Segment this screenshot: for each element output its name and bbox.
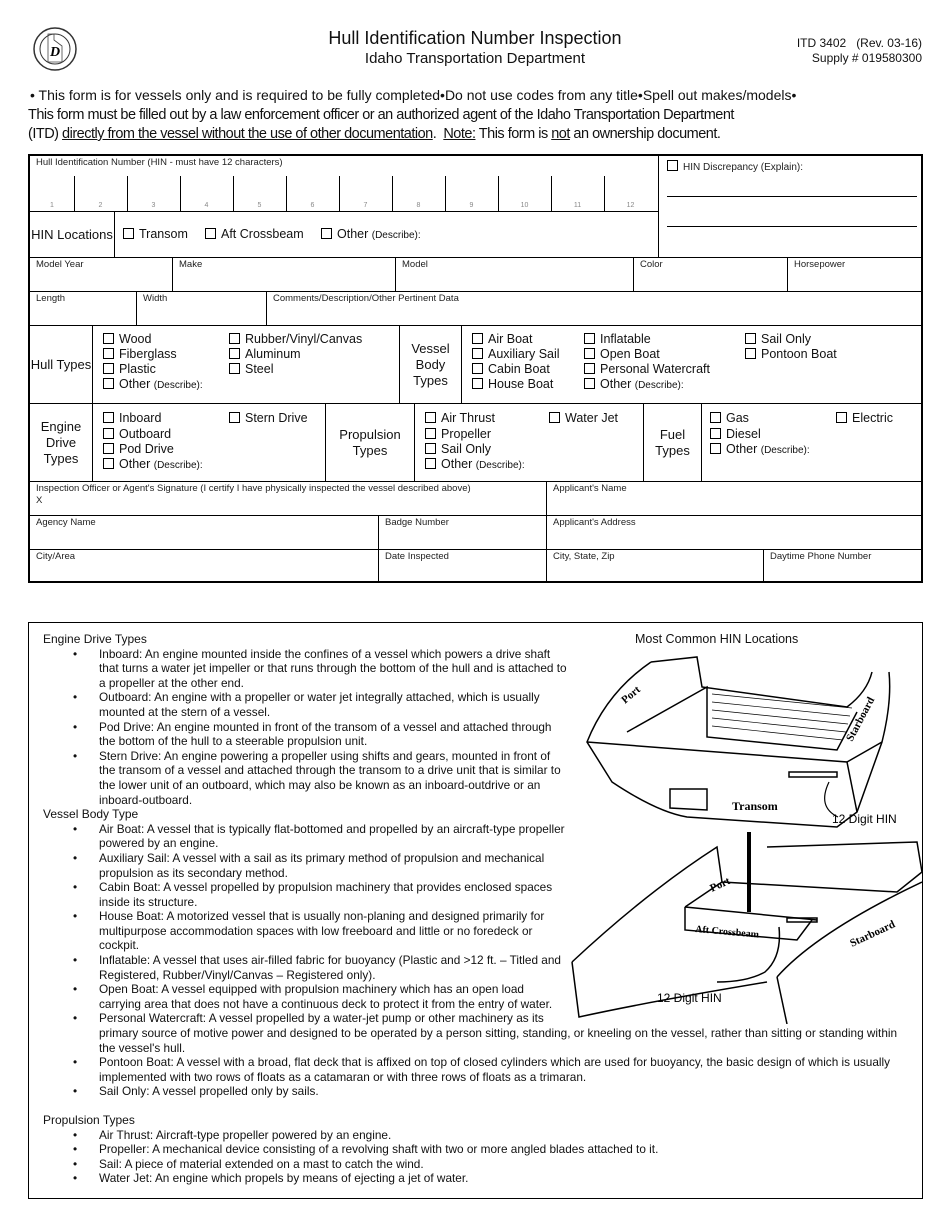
option-label: Inboard	[119, 411, 162, 425]
t: (ITD)	[28, 126, 63, 142]
comments-field[interactable]: Comments/Description/Other Pertinent Data	[267, 292, 923, 326]
option-propulsion-other[interactable]	[425, 457, 525, 471]
vessel-body-types-label: Vessel Body Types	[400, 326, 462, 404]
checkbox[interactable]	[584, 333, 595, 344]
definition-list	[99, 647, 908, 808]
city-area-field[interactable]: City/Area	[30, 550, 379, 581]
svg-text:D: D	[49, 45, 61, 60]
option-engine-outboard[interactable]	[103, 427, 171, 441]
checkbox[interactable]	[425, 428, 436, 439]
option-other[interactable]	[321, 227, 421, 241]
checkbox[interactable]	[229, 363, 240, 374]
option-engine-stern-drive[interactable]	[229, 411, 308, 425]
date-inspected-field[interactable]: Date Inspected	[379, 550, 547, 581]
agency-name-field[interactable]: Agency Name	[30, 516, 379, 550]
definition-item: • Stern Drive: An engine powering a propeller using shifts and gears, mounted in front of the transom of a vessel and attached through the transom to a drive unit that is similar to the lower unit of an outboard, which may also be known as an inboard-outdrive or an inboard-outboard.	[99, 749, 908, 807]
hin-digit-3[interactable]: 3	[151, 202, 156, 209]
option-vessel_body-other[interactable]	[584, 377, 684, 391]
option-engine-pod-drive[interactable]	[103, 442, 174, 456]
checkbox[interactable]	[710, 412, 721, 423]
checkbox[interactable]	[103, 443, 114, 454]
inspection-form	[28, 154, 923, 583]
form-number	[797, 36, 922, 66]
supply-number: Supply # 019580300	[811, 51, 922, 65]
definition-item: • Sail: A piece of material extended on a mast to catch the wind.	[99, 1157, 908, 1172]
describe-note: (Describe):	[153, 380, 203, 391]
fuel-types-label: Fuel Types	[644, 404, 702, 482]
definition-item: • Cabin Boat: A vessel propelled by propulsion machinery that provides enclosed spaces inside its structure.	[99, 880, 908, 909]
city-state-zip-field[interactable]: City, State, Zip	[547, 550, 764, 581]
checkbox[interactable]	[103, 333, 114, 344]
checkbox[interactable]	[584, 378, 595, 389]
option-label: Pod Drive	[119, 442, 174, 456]
option-label: Auxiliary Sail	[488, 347, 560, 361]
fig-label-port-2: Port	[708, 875, 733, 895]
not-text: not	[551, 126, 570, 142]
form-title: Hull Identification Number Inspection	[328, 28, 622, 48]
hin-digit-4[interactable]: 4	[204, 202, 209, 209]
option-label: Other	[119, 377, 151, 391]
section-title: Engine Drive Types	[43, 632, 147, 646]
signature-label: Inspection Officer or Agent's Signature (I certify I have physically inspected the vessel described above)	[36, 483, 471, 494]
checkbox[interactable]	[710, 443, 721, 454]
definition-item: • House Boat: A motorized vessel that is usually non-planing and designed primarily for multipurpose accommodation spaces with low freeboard and little or no foredeck or cockpit.	[99, 909, 908, 953]
definition-list	[99, 822, 908, 1099]
option-vessel_body-inflatable[interactable]	[584, 332, 651, 346]
checkbox[interactable]	[472, 378, 483, 389]
option-engine-other[interactable]	[103, 457, 203, 471]
option-label: Air Thrust	[441, 411, 495, 425]
option-label: Air Boat	[488, 332, 533, 346]
option-label: Personal Watercraft	[600, 362, 710, 376]
hin-label: Hull Identification Number (HIN - must have 12 characters)	[36, 157, 283, 168]
t: an ownership document.	[569, 126, 721, 142]
propulsion-types-label: Propulsion Types	[326, 404, 415, 482]
option-label: Gas	[726, 411, 749, 425]
option-hull_types-other[interactable]	[103, 377, 203, 391]
model-field[interactable]: Model	[396, 258, 634, 292]
option-label: Electric	[852, 411, 893, 425]
note-label: Note:	[443, 126, 476, 142]
notice-line-1: • This form is for vessels only and is required to be fully completed•Do not use codes from any title•Spell out makes/models•	[30, 87, 797, 103]
describe-note: (Describe):	[760, 445, 810, 456]
option-label: Pontoon Boat	[761, 347, 837, 361]
horsepower-field[interactable]: Horsepower	[788, 258, 923, 292]
d: (Describe):	[371, 230, 421, 241]
option-fuel-diesel[interactable]	[710, 427, 761, 441]
option-label: Wood	[119, 332, 152, 346]
l: Other	[337, 227, 369, 241]
option-vessel_body-sail-only[interactable]	[745, 332, 811, 346]
checkbox[interactable]	[103, 458, 114, 469]
definitions-panel	[28, 622, 923, 1199]
phone-field[interactable]: Daytime Phone Number	[770, 551, 872, 562]
make-field[interactable]: Make	[173, 258, 396, 292]
option-label: Rubber/Vinyl/Canvas	[245, 332, 363, 346]
checkbox[interactable]	[584, 363, 595, 374]
hin-digit-6[interactable]: 6	[310, 202, 315, 209]
option-label: Plastic	[119, 362, 156, 376]
hin-digit-1[interactable]: 1	[50, 202, 54, 209]
hin-digit-5[interactable]: 5	[257, 202, 262, 209]
describe-note: (Describe):	[153, 460, 203, 471]
definition-item: • Outboard: An engine with a propeller or water jet integrally attached, which is usually mounted at the stern of a vessel.	[99, 690, 908, 719]
checkbox[interactable]	[103, 348, 114, 359]
checkbox[interactable]	[123, 228, 134, 239]
t: This form is	[475, 126, 552, 142]
checkbox[interactable]	[103, 412, 114, 423]
checkbox[interactable]	[472, 348, 483, 359]
signature-field[interactable]	[30, 482, 547, 516]
checkbox[interactable]	[425, 458, 436, 469]
definition-item: • Pod Drive: An engine mounted in front of the transom of a vessel and attached through the bottom of the hull to a steerable propulsion unit.	[99, 720, 908, 749]
fig-label-hin-2: 12 Digit HIN	[657, 991, 722, 1005]
option-label: Other	[441, 457, 473, 471]
option-propulsion-propeller[interactable]	[425, 427, 491, 441]
option-aft-crossbeam[interactable]	[205, 227, 304, 241]
option-vessel_body-cabin-boat[interactable]	[472, 362, 550, 376]
section-title: Vessel Body Type	[43, 807, 139, 822]
option-label: Other	[600, 377, 632, 391]
option-hull_types-fiberglass[interactable]	[103, 347, 177, 361]
figure-title: Most Common HIN Locations	[635, 632, 799, 646]
checkbox[interactable]	[229, 412, 240, 423]
fig-label-starboard-2: Starboard	[848, 918, 898, 950]
checkbox[interactable]	[472, 333, 483, 344]
definition-item: • Inflatable: A vessel that uses air-filled fabric for buoyancy (Plastic and >12 ft. – Titled and Registered, Rubber/Vinyl/Canvas – Registered only).	[99, 953, 908, 982]
t: .	[432, 126, 444, 142]
option-hull_types-aluminum[interactable]	[229, 347, 301, 361]
option-hull_types-wood[interactable]	[103, 332, 151, 346]
notice-text-2	[28, 125, 734, 144]
badge-number-field[interactable]: Badge Number	[379, 516, 547, 550]
definition-item: • Pontoon Boat: A vessel with a broad, flat deck that is affixed on top of closed cylinders which are used for buoyancy, the basic design of which is usually implemented with two rows of floats as a catamaran or with three rows of floats as a trimaran.	[99, 1055, 908, 1084]
hin-digit-11[interactable]: 11	[573, 202, 582, 209]
notice-line-2	[28, 106, 734, 144]
option-hull_types-steel[interactable]	[229, 362, 274, 376]
length-field[interactable]: Length	[30, 292, 137, 326]
hin-discrepancy-label: HIN Discrepancy (Explain):	[683, 162, 804, 173]
form-id: ITD 3402 (Rev. 03-16)	[796, 36, 922, 50]
hin-discrepancy-field[interactable]	[659, 156, 923, 258]
checkbox[interactable]	[745, 348, 756, 359]
option-label: Open Boat	[600, 347, 660, 361]
checkbox[interactable]	[472, 363, 483, 374]
option-label: Outboard	[119, 427, 172, 441]
definition-list	[99, 1128, 908, 1186]
option-vessel_body-personal-watercraft[interactable]	[584, 362, 710, 376]
hin-digit-2[interactable]: 2	[98, 202, 103, 209]
hull-types-label: Hull Types	[30, 326, 93, 404]
option-vessel_body-auxiliary-sail[interactable]	[472, 347, 560, 361]
option-propulsion-water-jet[interactable]	[549, 411, 618, 425]
option-propulsion-air-thrust[interactable]	[425, 411, 495, 425]
option-propulsion-sail-only[interactable]	[425, 442, 491, 456]
definition-item: • Sail Only: A vessel propelled only by sails.	[99, 1084, 908, 1099]
width-field[interactable]: Width	[137, 292, 267, 326]
describe-note: (Describe):	[475, 460, 525, 471]
section-title: Propulsion Types	[43, 1113, 135, 1127]
checkbox[interactable]	[205, 228, 216, 239]
option-vessel_body-pontoon-boat[interactable]	[745, 347, 837, 361]
fig-label-transom: Transom	[732, 799, 778, 813]
engine-drive-types-label: Engine Drive Types	[30, 404, 93, 482]
option-transom[interactable]	[123, 227, 188, 241]
checkbox[interactable]	[549, 412, 560, 423]
checkbox[interactable]	[103, 378, 114, 389]
option-fuel-other[interactable]	[710, 442, 810, 456]
option-label: Water Jet	[565, 411, 619, 425]
form-subtitle: Idaho Transportation Department	[364, 50, 586, 67]
option-label: House Boat	[488, 377, 554, 391]
checkbox[interactable]	[229, 348, 240, 359]
l: Transom	[139, 227, 188, 241]
l: Aft Crossbeam	[221, 227, 304, 241]
option-label: Stern Drive	[245, 411, 308, 425]
option-label: Diesel	[726, 427, 761, 441]
option-vessel_body-house-boat[interactable]	[472, 377, 553, 391]
applicant-address-field[interactable]: Applicant's Address	[547, 516, 923, 550]
option-vessel_body-open-boat[interactable]	[584, 347, 660, 361]
hin-digit-12[interactable]: 12	[626, 202, 635, 209]
checkbox[interactable]	[321, 228, 332, 239]
fig-label-port: Port	[619, 683, 643, 707]
signature-x: X	[36, 495, 43, 506]
definition-item: • Water Jet: An engine which propels by means of ejecting a jet of water.	[99, 1171, 908, 1186]
hin-digit-10[interactable]: 10	[520, 202, 529, 209]
hin-digit-9[interactable]: 9	[469, 202, 474, 209]
option-label: Other	[726, 442, 758, 456]
hin-locations-label: HIN Locations	[30, 212, 115, 258]
definition-item: • Air Thrust: Aircraft-type propeller powered by an engine.	[99, 1128, 908, 1143]
definition-item: • Propeller: A mechanical device consisting of a revolving shaft with two or more angled blades attached to it.	[99, 1142, 908, 1157]
checkbox[interactable]	[425, 412, 436, 423]
definition-item: • Open Boat: A vessel equipped with propulsion machinery which has an open load carrying area that does not have a continuous deck to protect it from the entry of water.	[99, 982, 908, 1011]
model-year-field[interactable]: Model Year	[30, 258, 173, 292]
option-label: Sail Only	[761, 332, 812, 346]
checkbox[interactable]	[745, 333, 756, 344]
option-fuel-electric[interactable]	[836, 411, 893, 425]
option-engine-inboard[interactable]	[103, 411, 161, 425]
hin-digit-7[interactable]: 7	[363, 202, 368, 209]
fig-label-hin-1: 12 Digit HIN	[832, 812, 897, 826]
option-vessel_body-air-boat[interactable]	[472, 332, 532, 346]
checkbox[interactable]	[229, 333, 240, 344]
checkbox[interactable]	[103, 428, 114, 439]
definition-item: • Auxiliary Sail: A vessel with a sail as its primary method of propulsion and mechanical propulsion as its secondary method.	[99, 851, 908, 880]
option-label: Aluminum	[245, 347, 301, 361]
t-u: directly from the vessel without the use of other documentation	[62, 126, 433, 142]
option-label: Sail Only	[441, 442, 492, 456]
definition-item: • Personal Watercraft: A vessel propelled by a water-jet pump or other machinery as its primary source of motive power and designed to be operated by a person sitting, standing, or kneeling on the vessel, rather than sitting or standing within the vessel's hull.	[99, 1011, 908, 1055]
option-label: Other	[119, 457, 151, 471]
describe-note: (Describe):	[634, 380, 684, 391]
fig-label-starboard: Starboard	[844, 695, 878, 744]
hin-digit-8[interactable]: 8	[416, 202, 421, 209]
fig-label-aft-crossbeam: Aft Crossbeam	[694, 924, 760, 941]
option-fuel-gas[interactable]	[710, 411, 749, 425]
checkbox[interactable]	[103, 363, 114, 374]
checkbox[interactable]	[425, 443, 436, 454]
checkbox[interactable]	[710, 428, 721, 439]
notice-text: This form must be filled out by a law enforcement officer or an authorized agent of the Idaho Transportation Department	[28, 107, 734, 123]
option-hull_types-rubber-vinyl-canvas[interactable]	[229, 332, 362, 346]
checkbox[interactable]	[836, 412, 847, 423]
definition-item: • Inboard: An engine mounted inside the confines of a vessel which powers a drive shaft that turns a water jet impeller or that runs through the bottom of the hull and is attached to a propeller at the other end.	[99, 647, 908, 691]
applicant-name-field[interactable]: Applicant's Name	[547, 482, 923, 516]
option-label: Inflatable	[600, 332, 651, 346]
checkbox[interactable]	[584, 348, 595, 359]
option-label: Propeller	[441, 427, 492, 441]
hin-discrepancy-checkbox[interactable]	[667, 160, 678, 171]
option-label: Steel	[245, 362, 274, 376]
option-label: Fiberglass	[119, 347, 177, 361]
color-field[interactable]: Color	[634, 258, 788, 292]
definition-item: • Air Boat: A vessel that is typically flat-bottomed and propelled by an aircraft-type propeller powered by an engine.	[99, 822, 908, 851]
option-label: Cabin Boat	[488, 362, 550, 376]
option-hull_types-plastic[interactable]	[103, 362, 156, 376]
